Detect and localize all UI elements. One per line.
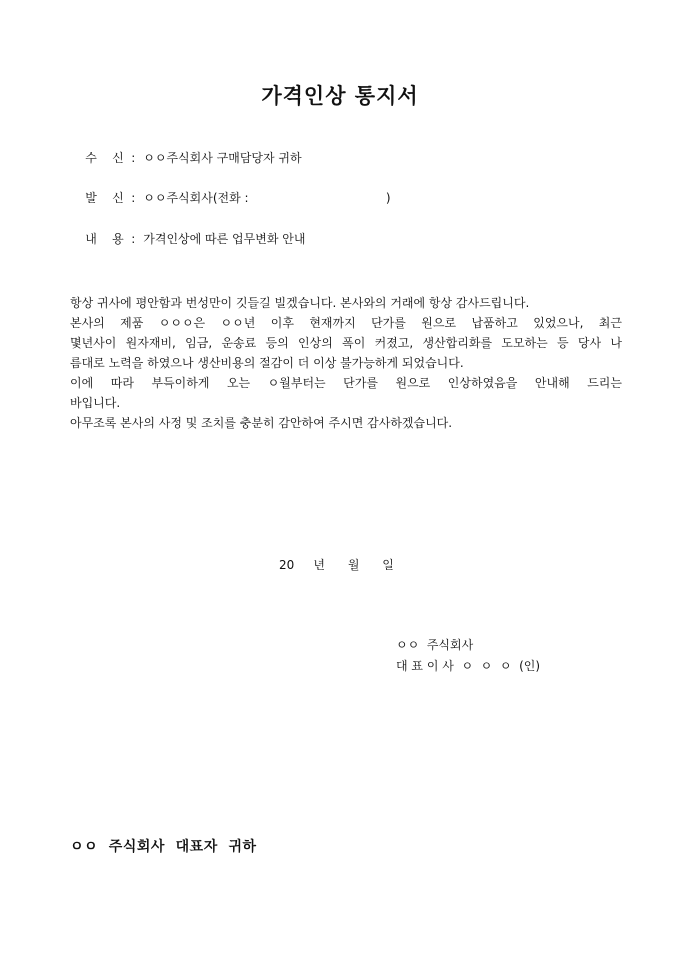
field-content	[70, 216, 305, 261]
field-recipient	[70, 135, 302, 180]
field-recipient-label: 수 신	[85, 151, 124, 165]
sender-representative: 대 표 이 사 ㅇ ㅇ ㅇ (인)	[396, 659, 541, 673]
body-line: 바입니다.	[70, 396, 121, 410]
letter-body	[70, 293, 622, 433]
field-sender	[70, 175, 391, 220]
body-line: 항상 귀사에 평안함과 번성만이 깃들길 빌겠습니다. 본사와의 거래에 항상 감사드립니다.	[70, 296, 530, 310]
field-sender-label: 발 신	[85, 191, 124, 205]
body-line: 름대로 노력을 하였으나 생산비용의 절감이 더 이상 불가능하게 되었습니다.	[70, 356, 464, 370]
field-colon: :	[131, 151, 136, 165]
recipient-line: ㅇㅇ 주식회사 대표자 귀하	[70, 839, 257, 855]
field-colon: :	[131, 232, 136, 246]
sender-company: ㅇㅇ 주식회사	[396, 638, 474, 652]
field-recipient-value: ㅇㅇ주식회사 구매담당자 귀하	[143, 151, 302, 165]
body-line: 이에 따라 부득이하게 오는 ㅇ월부터는 단가를 원으로 인상하였음을 안내해 드리는	[70, 376, 622, 390]
document-title: 가격인상 통지서	[261, 83, 419, 108]
body-line: 본사의 제품 ㅇㅇㅇ은 ㅇㅇ년 이후 현재까지 단가를 원으로 납품하고 있었으나, 최근	[70, 316, 622, 330]
field-content-label: 내 용	[85, 232, 124, 246]
field-colon: :	[131, 191, 136, 205]
field-sender-value: ㅇㅇ주식회사(전화 : )	[143, 191, 391, 205]
body-line: 아무조록 본사의 사정 및 조치를 충분히 감안하여 주시면 감사하겠습니다.	[70, 416, 453, 430]
body-line: 몇년사이 원자재비, 임금, 운송료 등의 인상의 폭이 커졌고, 생산합리화를 도모하는 등 당사 나	[70, 336, 622, 350]
letter-date: 20 년 월 일	[279, 558, 394, 572]
field-content-value: 가격인상에 따른 업무변화 안내	[143, 232, 306, 246]
